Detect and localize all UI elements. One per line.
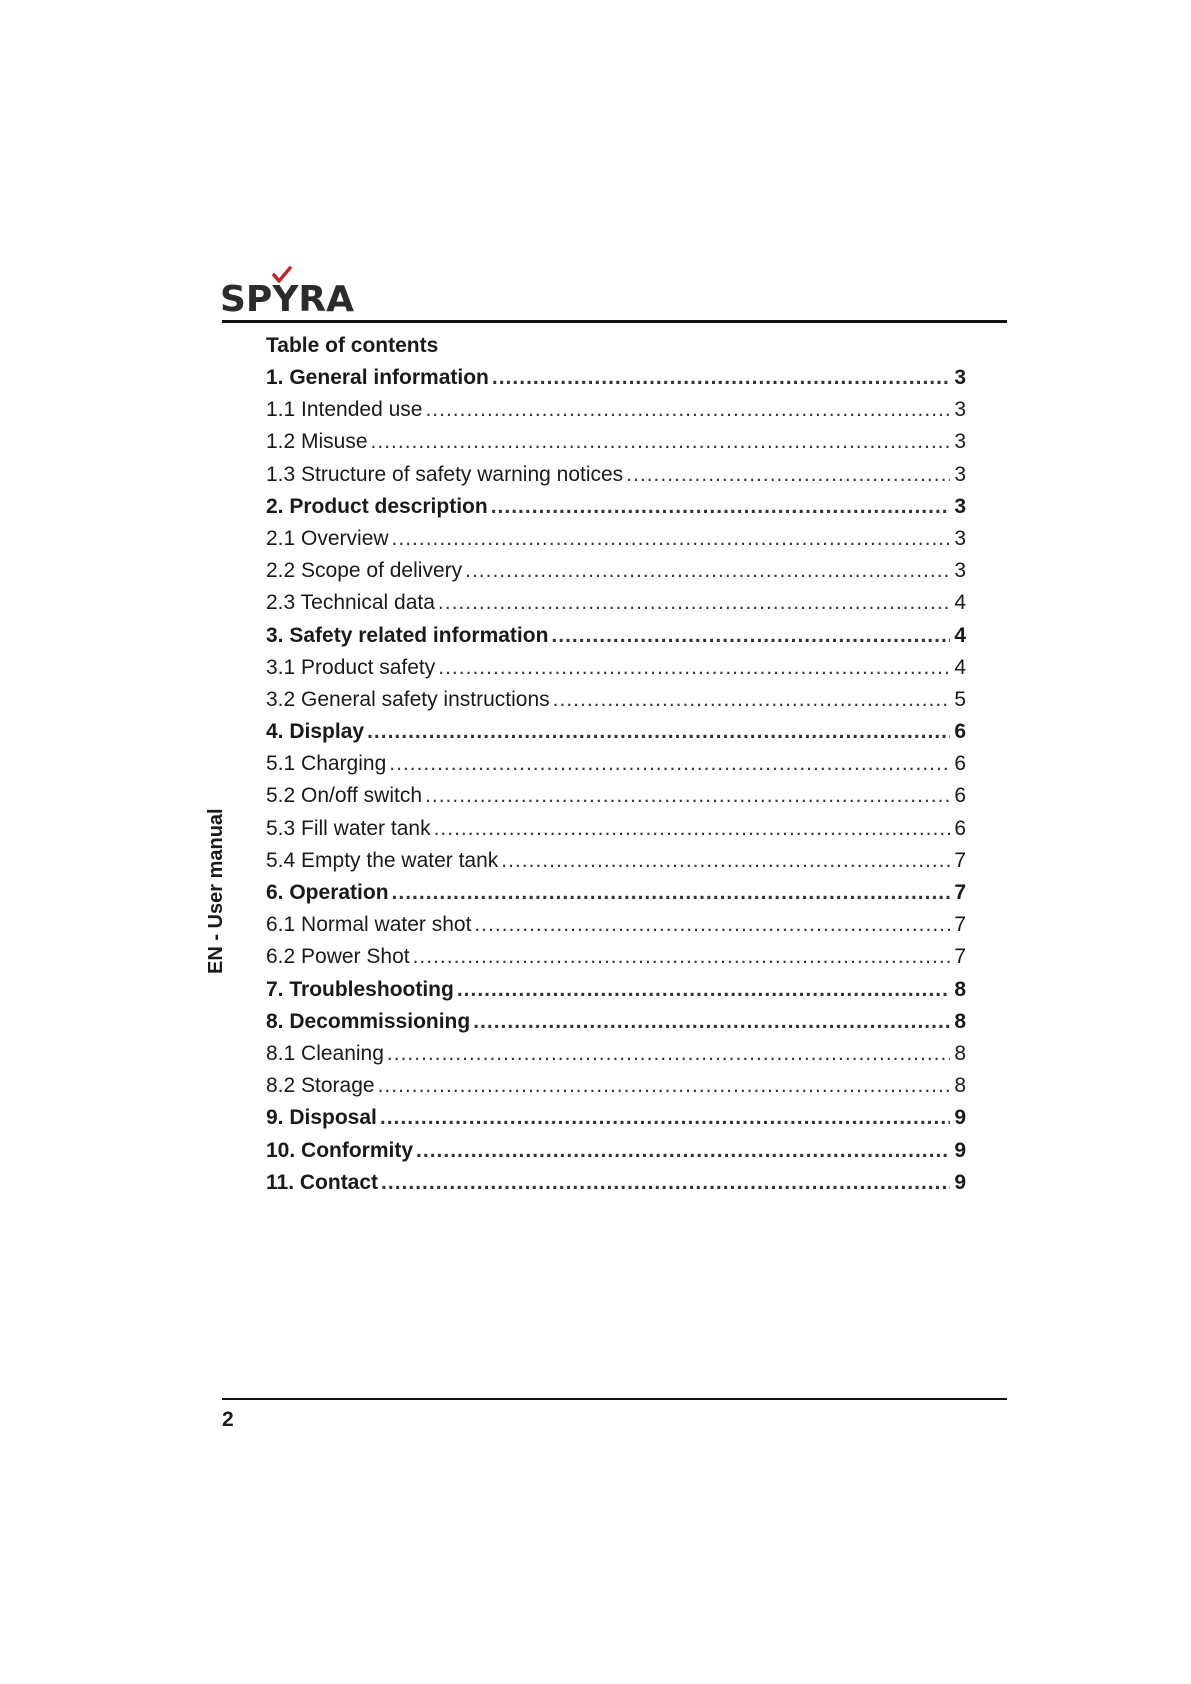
logo-text: SPYRA (220, 279, 354, 320)
footer-divider (222, 1398, 1007, 1400)
toc-entry-page: 3 (954, 462, 966, 486)
toc-entry-label: 2.3 Technical data (266, 591, 435, 615)
toc-entry[interactable] (266, 491, 966, 523)
toc-entry-page: 3 (954, 559, 966, 583)
toc-entry-page: 3 (954, 430, 966, 454)
toc-entry-page: 8 (954, 977, 966, 1001)
toc-entry[interactable] (266, 652, 966, 684)
toc-entry-page: 6 (954, 752, 966, 776)
dot-leader (473, 1006, 950, 1038)
toc-entry-page: 7 (954, 945, 966, 969)
toc-entry-label: 1.1 Intended use (266, 398, 423, 422)
toc-entry-label: 8.1 Cleaning (266, 1041, 384, 1065)
dot-leader (551, 620, 950, 652)
toc-entry[interactable] (266, 909, 966, 941)
toc-entry-page: 6 (954, 816, 966, 840)
toc-entry[interactable] (266, 555, 966, 587)
toc-entry-label: 6.1 Normal water shot (266, 913, 472, 937)
toc-entry[interactable] (266, 426, 966, 458)
dot-leader (626, 459, 950, 491)
toc-entry-label: 2.1 Overview (266, 526, 389, 550)
dot-leader (492, 362, 950, 394)
dot-leader (434, 813, 951, 845)
toc-entry-page: 4 (954, 591, 966, 615)
toc-entry-page: 9 (954, 1170, 966, 1194)
toc-entry[interactable] (266, 1167, 966, 1199)
dot-leader (553, 684, 951, 716)
dot-leader (465, 555, 950, 587)
toc-entry-label: 5.3 Fill water tank (266, 816, 431, 840)
toc-entry[interactable] (266, 974, 966, 1006)
dot-leader (474, 909, 950, 941)
toc-entry-page: 8 (954, 1041, 966, 1065)
toc-entry-page: 9 (954, 1106, 966, 1130)
toc-entry[interactable] (266, 813, 966, 845)
toc-entry-label: 1.2 Misuse (266, 430, 368, 454)
toc-entry[interactable] (266, 780, 966, 812)
toc-entry-label: 5.1 Charging (266, 752, 387, 776)
dot-leader (381, 1167, 950, 1199)
toc-entry-page: 3 (954, 398, 966, 422)
toc-entry-label: 3. Safety related information (266, 623, 549, 647)
toc-entry[interactable] (266, 941, 966, 973)
dot-leader (457, 974, 950, 1006)
toc-entry-label: 8.2 Storage (266, 1074, 375, 1098)
toc-entry-page: 3 (954, 494, 966, 518)
toc-entry[interactable] (266, 523, 966, 555)
toc-entry-label: 3.1 Product safety (266, 655, 436, 679)
toc-entry-label: 9. Disposal (266, 1106, 377, 1130)
dot-leader (425, 780, 950, 812)
toc-entry[interactable] (266, 362, 966, 394)
toc-entry[interactable] (266, 748, 966, 780)
toc-entry[interactable] (266, 1135, 966, 1167)
dot-leader (392, 523, 951, 555)
toc-entry-page: 6 (954, 720, 966, 744)
toc-title: Table of contents (266, 334, 439, 357)
toc-entry[interactable] (266, 620, 966, 652)
toc-entry-label: 7. Troubleshooting (266, 977, 454, 1001)
toc-entry[interactable] (266, 1006, 966, 1038)
toc-entry[interactable] (266, 587, 966, 619)
toc-entry-page: 6 (954, 784, 966, 808)
dot-leader (380, 1102, 950, 1134)
dot-leader (378, 1070, 951, 1102)
page-number: 2 (222, 1408, 234, 1431)
toc-entry-page: 5 (954, 687, 966, 711)
toc-entry[interactable] (266, 684, 966, 716)
toc-entry[interactable] (266, 877, 966, 909)
toc-entry-label: 5.4 Empty the water tank (266, 848, 499, 872)
dot-leader (491, 491, 951, 523)
toc-entry-label: 4. Display (266, 720, 365, 744)
side-label: EN - User manual (205, 808, 227, 974)
toc-entry[interactable] (266, 845, 966, 877)
toc-entry[interactable] (266, 1070, 966, 1102)
toc-entry-label: 2.2 Scope of delivery (266, 559, 463, 583)
toc-entry-page: 9 (954, 1138, 966, 1162)
toc-entry-page: 7 (954, 881, 966, 904)
toc-entry-label: 5.2 On/off switch (266, 784, 423, 808)
toc-entry-page: 7 (954, 848, 966, 872)
toc-entry[interactable] (266, 1102, 966, 1134)
toc-entry-label: 3.2 General safety instructions (266, 687, 550, 711)
toc-entry-page: 4 (954, 655, 966, 679)
dot-leader (371, 426, 951, 458)
toc-list (266, 362, 966, 1199)
dot-leader (389, 748, 950, 780)
toc-entry-page: 3 (954, 526, 966, 550)
toc-entry[interactable] (266, 459, 966, 491)
toc-entry-label: 1. General information (266, 366, 489, 389)
toc-entry-page: 4 (954, 623, 966, 647)
dot-leader (392, 877, 951, 909)
toc-entry-label: 2. Product description (266, 494, 488, 518)
table-of-contents (266, 330, 966, 1199)
toc-entry[interactable] (266, 394, 966, 426)
toc-entry-label: 6. Operation (266, 881, 389, 904)
dot-leader (387, 1038, 950, 1070)
header-divider (222, 320, 1007, 323)
toc-entry-page: 8 (954, 1009, 966, 1033)
toc-entry-label: 10. Conformity (266, 1138, 414, 1162)
toc-entry-label: 8. Decommissioning (266, 1009, 471, 1033)
dot-leader (438, 587, 950, 619)
dot-leader (501, 845, 950, 877)
dot-leader (438, 652, 950, 684)
toc-entry[interactable] (266, 1038, 966, 1070)
toc-entry-label: 1.3 Structure of safety warning notices (266, 462, 624, 486)
toc-entry-page: 7 (954, 913, 966, 937)
toc-entry-page: 8 (954, 1074, 966, 1098)
dot-leader (413, 941, 951, 973)
toc-entry-label: 11. Contact (266, 1170, 379, 1194)
dot-leader (367, 716, 950, 748)
brand-logo (220, 266, 354, 320)
dot-leader (425, 394, 950, 426)
toc-entry-page: 3 (954, 366, 966, 389)
toc-entry-label: 6.2 Power Shot (266, 945, 410, 969)
dot-leader (416, 1135, 950, 1167)
toc-entry[interactable] (266, 716, 966, 748)
